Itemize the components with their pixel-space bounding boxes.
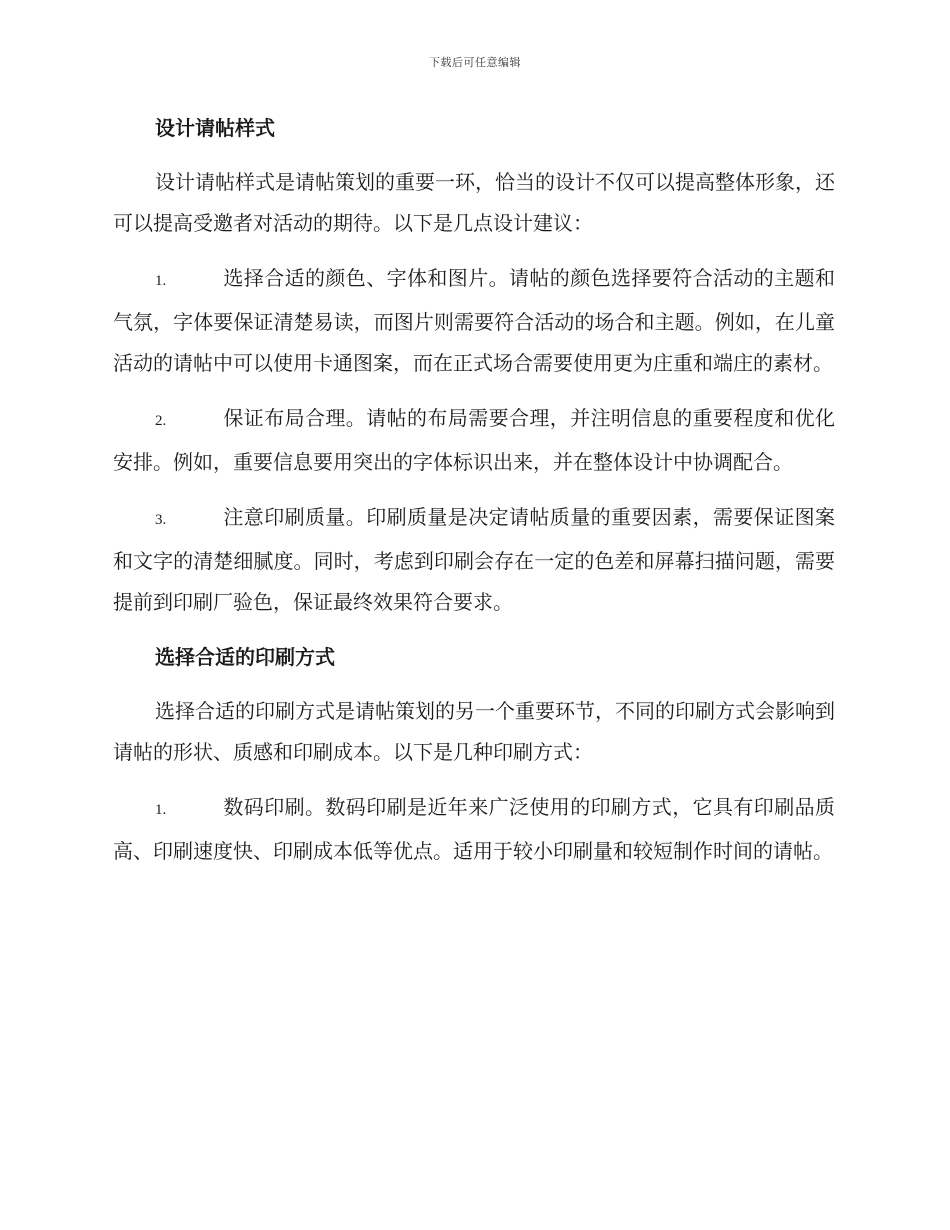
section-heading-printing: 选择合适的印刷方式 [155,645,335,669]
section-intro-design: 设计请帖样式是请帖策划的重要一环，恰当的设计不仅可以提高整体形象，还可以提高受邀者对活动的期待。以下是几点设计建议： [113,170,835,235]
list-item-text: 数码印刷。数码印刷是近年来广泛使用的印刷方式，它具有印刷品质高、印刷速度快、印刷成本低等优点。适用于较小印刷量和较短制作时间的请帖。 [113,795,835,863]
list-item-text: 选择合适的颜色、字体和图片。请帖的颜色选择要符合活动的主题和气氛，字体要保证清楚易读，而图片则需要符合活动的场合和主题。例如，在儿童活动的请帖中可以使用卡通图案，而在正式场合需要使用更为庄重和端庄的素材。 [113,266,835,375]
list-item-text: 注意印刷质量。印刷质量是决定请帖质量的重要因素，需要保证图案和文字的清楚细腻度。同时，考虑到印刷会存在一定的色差和屏幕扫描问题，需要提前到印刷厂验色，保证最终效果符合要求。 [113,505,835,614]
list-number: 3. [155,512,167,528]
list-number: 1. [155,802,167,818]
list-item [113,398,835,483]
list-number: 2. [155,413,167,429]
list-number: 1. [155,273,167,289]
list-item-text: 保证布局合理。请帖的布局需要合理，并注明信息的重要程度和优化安排。例如，重要信息要用突出的字体标识出来，并在整体设计中协调配合。 [113,406,835,474]
page-header-note: 下载后可任意编辑 [429,56,521,69]
document-body [113,108,835,886]
section-intro-printing: 选择合适的印刷方式是请帖策划的另一个重要环节，不同的印刷方式会影响到请帖的形状、质感和印刷成本。以下是几种印刷方式： [113,699,835,764]
list-item [113,497,835,623]
section-heading-design: 设计请帖样式 [155,116,275,140]
list-item [113,258,835,384]
list-item [113,787,835,872]
